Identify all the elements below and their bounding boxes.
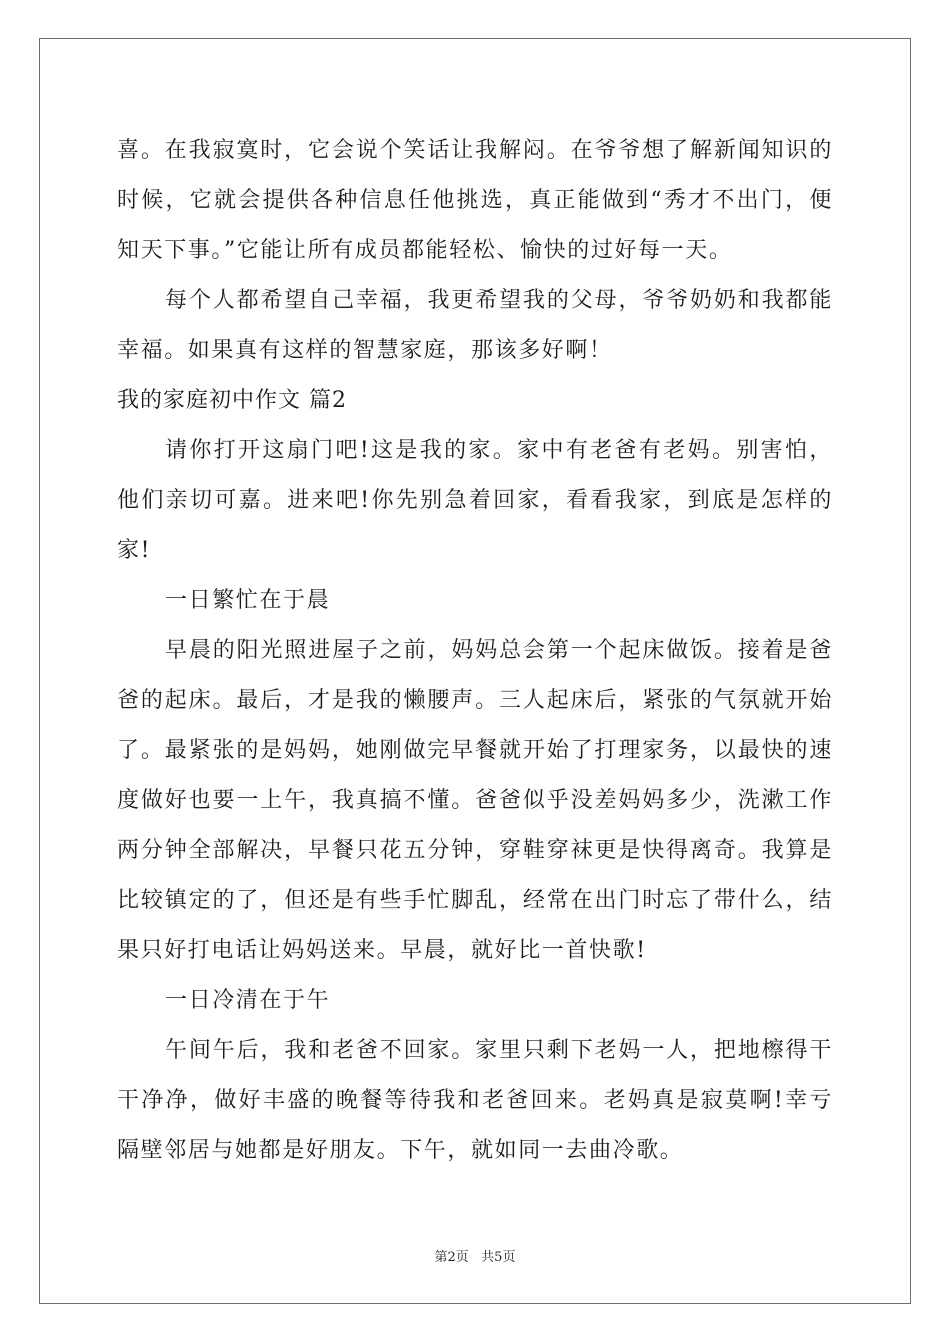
paragraph-5: 午间午后，我和老爸不回家。家里只剩下老妈一人，把地檫得干干净净，做好丰盛的晚餐等待我和老爸回来。老妈真是寂莫啊!幸亏隔壁邻居与她都是好朋友。下午，就如同一去曲冷歌。 [117,1038,833,1163]
page-number-footer: 第2页 共5页 [434,1250,516,1265]
paragraph-2: 每个人都希望自己幸福，我更希望我的父母，爷爷奶奶和我都能幸福。如果真有这样的智慧家庭，那该多好啊！ [117,288,833,363]
paragraph-1: 喜。在我寂寞时，它会说个笑话让我解闷。在爷爷想了解新闻知识的时候，它就会提供各种信息任他挑选，真正能做到“秀才不出门，便知天下事。”它能让所有成员都能轻松、愉快的过好每一天。 [117,138,833,263]
subheading-morning: 一日繁忙在于晨 [165,588,331,613]
subheading-noon: 一日冷清在于午 [165,988,331,1013]
paragraph-4: 早晨的阳光照进屋子之前，妈妈总会第一个起床做饭。接着是爸爸的起床。最后，才是我的懒腰声。三人起床后，紧张的气氛就开始了。最紧张的是妈妈，她刚做完早餐就开始了打理家务，以最快的速度做好也要一上午，我真搞不懂。爸爸似乎没差妈妈多少，洗漱工作两分钟全部解决，早餐只花五分钟，穿鞋穿袜更是快得离奇。我算是比较镇定的了，但还是有些手忙脚乱，经常在出门时忘了带什么，结果只好打电话让妈妈送来。早晨，就好比一首快歌! [117,638,833,963]
section-heading: 我的家庭初中作文 篇2 [117,388,347,413]
paragraph-3: 请你打开这扇门吧!这是我的家。家中有老爸有老妈。别害怕，他们亲切可嘉。进来吧!你先别急着回家，看看我家，到底是怎样的家! [117,438,833,563]
document-body [117,126,833,1176]
